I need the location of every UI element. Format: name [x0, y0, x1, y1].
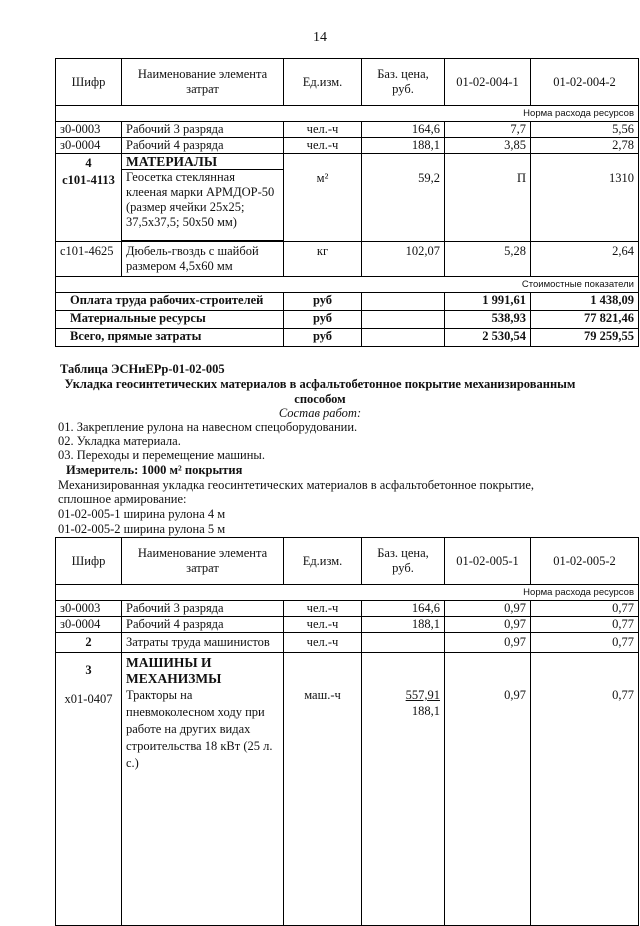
total-value-2: 79 259,55 [531, 329, 639, 347]
composition-label: Состав работ: [278, 406, 362, 420]
row-code: з0-0003 [56, 122, 122, 138]
row-unit: м² [284, 154, 362, 242]
variant-item: 01-02-005-2 ширина рулона 5 м [58, 522, 226, 536]
section-title-line1: Укладка геосинтетических материалов в асфальтобетонное покрытие механизированным [64, 377, 576, 391]
row-code: х01-0407 [64, 692, 113, 706]
row-price: 164,6 [362, 601, 445, 617]
row-name: Рабочий 3 разряда [122, 122, 284, 138]
table-header-row [56, 59, 639, 106]
total-unit: руб [284, 293, 362, 311]
row-code: з0-0004 [56, 617, 122, 633]
table-id: Таблица ЭСНиЕРр-01-02-005 [60, 362, 225, 376]
variant-item: 01-02-005-1 ширина рулона 4 м [58, 507, 226, 521]
resource-table-2 [55, 537, 639, 926]
header-col1: 01-02-005-1 [445, 538, 531, 585]
header-col1: 01-02-004-1 [445, 59, 531, 106]
row-code: с101-4113 [62, 173, 115, 187]
row-value-2: 1310 [531, 154, 639, 242]
total-value-1: 538,93 [445, 311, 531, 329]
totals-row [56, 293, 639, 311]
row-value-2: 0,77 [531, 633, 639, 653]
row-value-2: 0,77 [531, 601, 639, 617]
description-line2: сплошное армирование: [58, 492, 187, 506]
header-code: Шифр [56, 538, 122, 585]
table-section-row [56, 653, 639, 926]
page-number: 14 [313, 30, 327, 45]
totals-row [56, 329, 639, 347]
total-value-1: 1 991,61 [445, 293, 531, 311]
row-price: 59,2 [362, 154, 445, 242]
row-name: Рабочий 3 разряда [122, 601, 284, 617]
table-row [56, 601, 639, 617]
row-price: 102,07 [362, 242, 445, 277]
norm-label: Норма расхода ресурсов [56, 106, 639, 122]
work-step: 03. Переходы и перемещение машины. [58, 448, 265, 462]
row-value-2: 2,78 [531, 138, 639, 154]
totals-row [56, 311, 639, 329]
total-unit: руб [284, 329, 362, 347]
description-line1: Механизированная укладка геосинтетических материалов в асфальтобетонное покрытие, [58, 478, 535, 492]
header-col2: 01-02-005-2 [531, 538, 639, 585]
work-step: 01. Закрепление рулона на навесном спецоборудовании. [58, 420, 358, 434]
row-name: Рабочий 4 разряда [122, 138, 284, 154]
row-price: 188,1 [362, 617, 445, 633]
row-value-1: 0,97 [445, 617, 531, 633]
header-name: Наименование элемента затрат [122, 59, 284, 106]
row-unit: маш.-ч [284, 653, 362, 926]
row-unit: чел.-ч [284, 617, 362, 633]
section-title-line2: способом [294, 392, 346, 406]
row-price: 188,1 [362, 138, 445, 154]
row-unit: кг [284, 242, 362, 277]
row-name: Рабочий 4 разряда [122, 617, 284, 633]
header-name: Наименование элемента затрат [122, 538, 284, 585]
total-label: Всего, прямые затраты [56, 329, 284, 347]
row-value-1: 0,97 [445, 601, 531, 617]
section-code [56, 154, 122, 242]
row-unit: чел.-ч [284, 633, 362, 653]
row-value-1: 3,85 [445, 138, 531, 154]
row-name-cell [122, 653, 284, 926]
row-code: з0-0004 [56, 138, 122, 154]
work-step: 02. Укладка материала. [58, 434, 181, 448]
row-price-secondary: 188,1 [411, 704, 440, 718]
row-value-2: 0,77 [531, 617, 639, 633]
row-value-1: 0,97 [445, 653, 531, 926]
row-value-1: 7,7 [445, 122, 531, 138]
row-name: Геосетка стеклянная клееная марки АРМДОР-50 (размер ячейки 25х25; 37,5х37,5; 50х50 мм) [122, 170, 284, 241]
row-price: 557,91 [405, 688, 440, 702]
row-price: 164,6 [362, 122, 445, 138]
section-number: 4 [85, 156, 92, 170]
row-unit: чел.-ч [284, 601, 362, 617]
header-unit: Ед.изм. [284, 59, 362, 106]
row-code: з0-0003 [56, 601, 122, 617]
header-base-price: Баз. цена, руб. [362, 59, 445, 106]
table-row [56, 138, 639, 154]
section-title: МАШИНЫ И МЕХАНИЗМЫ [126, 655, 222, 686]
row-name: Тракторы на пневмоколесном ходу при работе на других видах строительства 18 кВт (25 л. с.) [126, 688, 273, 770]
row-name: Затраты труда машинистов [122, 633, 284, 653]
row-value-1: 5,28 [445, 242, 531, 277]
meter: Измеритель: 1000 м² покрытия [66, 463, 243, 477]
row-value-1: 0,97 [445, 633, 531, 653]
total-unit: руб [284, 311, 362, 329]
cost-label: Стоимостные показатели [56, 277, 639, 293]
section-number: 3 [85, 663, 92, 677]
header-col2: 01-02-004-2 [531, 59, 639, 106]
table-row [56, 633, 639, 653]
header-base-price: Баз. цена, руб. [362, 538, 445, 585]
header-code: Шифр [56, 59, 122, 106]
resource-table-1 [55, 58, 639, 347]
section-code [56, 653, 122, 926]
table-section-row [56, 154, 639, 170]
row-value-2: 5,56 [531, 122, 639, 138]
total-label: Материальные ресурсы [56, 311, 284, 329]
table-row [56, 122, 639, 138]
total-value-2: 1 438,09 [531, 293, 639, 311]
row-value-2: 2,64 [531, 242, 639, 277]
total-value-1: 2 530,54 [445, 329, 531, 347]
section-title: МАТЕРИАЛЫ [122, 154, 284, 170]
row-code: 2 [56, 633, 122, 653]
row-price-cell [362, 653, 445, 926]
row-name: Дюбель-гвоздь с шайбой размером 4,5х60 мм [122, 242, 284, 277]
row-unit: чел.-ч [284, 122, 362, 138]
header-unit: Ед.изм. [284, 538, 362, 585]
row-value-1: П [445, 154, 531, 242]
total-value-2: 77 821,46 [531, 311, 639, 329]
norm-label: Норма расхода ресурсов [56, 585, 639, 601]
table-row [56, 242, 639, 277]
table-row [56, 617, 639, 633]
table-header-row [56, 538, 639, 585]
row-code: с101-4625 [56, 242, 122, 277]
total-label: Оплата труда рабочих-строителей [56, 293, 284, 311]
row-value-2: 0,77 [531, 653, 639, 926]
row-unit: чел.-ч [284, 138, 362, 154]
